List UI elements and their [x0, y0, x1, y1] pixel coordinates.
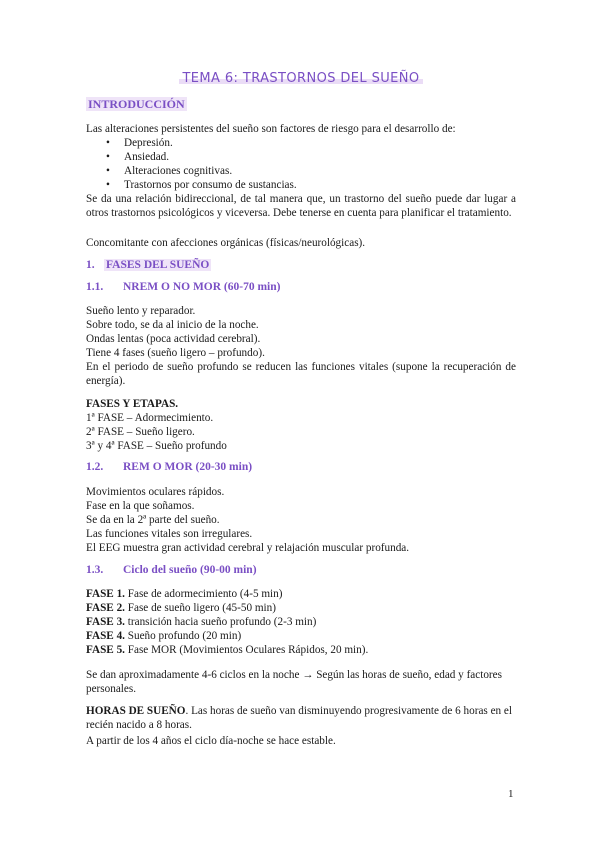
- section-1-number: 1.: [86, 259, 95, 271]
- horas-text: . Las horas de sueño van disminuyendo progresivamente de 6 horas en el recién nacido a 8 horas.: [86, 705, 512, 731]
- phase-row: [86, 643, 516, 657]
- text-line: 3ª y 4ª FASE – Sueño profundo: [86, 440, 227, 452]
- last-para: A partir de los 4 años el ciclo día-noche se hace estable.: [86, 735, 336, 747]
- cycle-phases: [86, 587, 516, 657]
- phase-row: [86, 629, 516, 643]
- section-1-2-heading: [86, 461, 252, 473]
- list-item: • Trastornos por consumo de sustancias.: [86, 178, 297, 192]
- page-number: 1: [508, 788, 514, 800]
- text-line: Ondas lentas (poca actividad cerebral).: [86, 333, 261, 345]
- section-1-1-para: En el periodo de sueño profundo se reducen las funciones vitales (supone la recuperación de energía).: [86, 361, 516, 387]
- phase-label: FASE 1.: [86, 588, 125, 600]
- text-line: Fase en la que soñamos.: [86, 500, 195, 512]
- text-line: Las funciones vitales son irregulares.: [86, 528, 253, 540]
- list-item: • Depresión.: [86, 136, 297, 150]
- intro-bullet-list: [86, 136, 297, 192]
- intro-para-2: Concomitante con afecciones orgánicas (físicas/neurológicas).: [86, 237, 366, 249]
- text-line: El EEG muestra gran actividad cerebral y relajación muscular profunda.: [86, 542, 410, 554]
- section-1-1-number: 1.1.: [86, 281, 104, 293]
- phase-row: [86, 601, 516, 615]
- title-text: TEMA 6: TRASTORNOS DEL SUEÑO: [179, 71, 422, 86]
- section-1-heading: [86, 259, 211, 271]
- phase-row: [86, 615, 516, 629]
- text-line: Movimientos oculares rápidos.: [86, 486, 225, 498]
- document-title: [86, 71, 516, 86]
- intro-heading-text: INTRODUCCIÓN: [88, 97, 185, 111]
- phase-text: Fase de adormecimiento (4-5 min): [127, 588, 283, 600]
- text-line: Sobre todo, se da al inicio de la noche.: [86, 319, 259, 331]
- section-1-3-title: Ciclo del sueño (90-00 min): [123, 564, 257, 576]
- phase-text: Sueño profundo (20 min): [127, 630, 242, 642]
- text-line: Se da en la 2ª parte del sueño.: [86, 514, 220, 526]
- list-item: • Alteraciones cognitivas.: [86, 164, 297, 178]
- intro-heading: [86, 97, 187, 112]
- section-1-1-lines: [86, 304, 516, 360]
- section-1-2-number: 1.2.: [86, 461, 104, 473]
- text-line: Sueño lento y reparador.: [86, 305, 196, 317]
- horas-label: HORAS DE SUEÑO: [86, 705, 186, 717]
- cycles-para: Se dan aproximadamente 4-6 ciclos en la noche → Según las horas de sueño, edad y factores personales.: [86, 669, 502, 695]
- intro-lead: Las alteraciones persistentes del sueño son factores de riesgo para el desarrollo de:: [86, 123, 456, 135]
- phase-row: [86, 587, 516, 601]
- phase-label: FASE 5.: [86, 644, 125, 656]
- section-1-1-title: NREM O NO MOR (60-70 min): [123, 281, 281, 293]
- section-1-1-heading: [86, 281, 280, 293]
- section-1-3-number: 1.3.: [86, 564, 104, 576]
- horas-para: [86, 704, 516, 732]
- text-line: Tiene 4 fases (sueño ligero – profundo).: [86, 347, 265, 359]
- phase-label: FASE 3.: [86, 616, 125, 628]
- phase-text: Fase de sueño ligero (45-50 min): [127, 602, 276, 614]
- text-line: 2ª FASE – Sueño ligero.: [86, 426, 195, 438]
- section-1-2-title: REM O MOR (20-30 min): [123, 461, 253, 473]
- fases-heading: FASES Y ETAPAS.: [86, 398, 179, 410]
- phase-text: Fase MOR (Movimientos Oculares Rápidos, 20 min).: [127, 644, 369, 656]
- section-1-2-lines: [86, 485, 516, 555]
- fases-list: [86, 411, 516, 453]
- text-line: 1ª FASE – Adormecimiento.: [86, 412, 214, 424]
- list-item: • Ansiedad.: [86, 150, 297, 164]
- section-1-title: FASES DEL SUEÑO: [106, 259, 210, 271]
- phase-text: transición hacia sueño profundo (2-3 min): [127, 616, 317, 628]
- phase-label: FASE 4.: [86, 630, 125, 642]
- section-1-3-heading: [86, 564, 257, 576]
- phase-label: FASE 2.: [86, 602, 125, 614]
- intro-para-1: Se da una relación bidireccional, de tal manera que, un trastorno del sueño puede dar lugar a otros trastornos psicológicos y viceversa. Debe tenerse en cuenta para planificar el tratamiento.: [86, 193, 516, 219]
